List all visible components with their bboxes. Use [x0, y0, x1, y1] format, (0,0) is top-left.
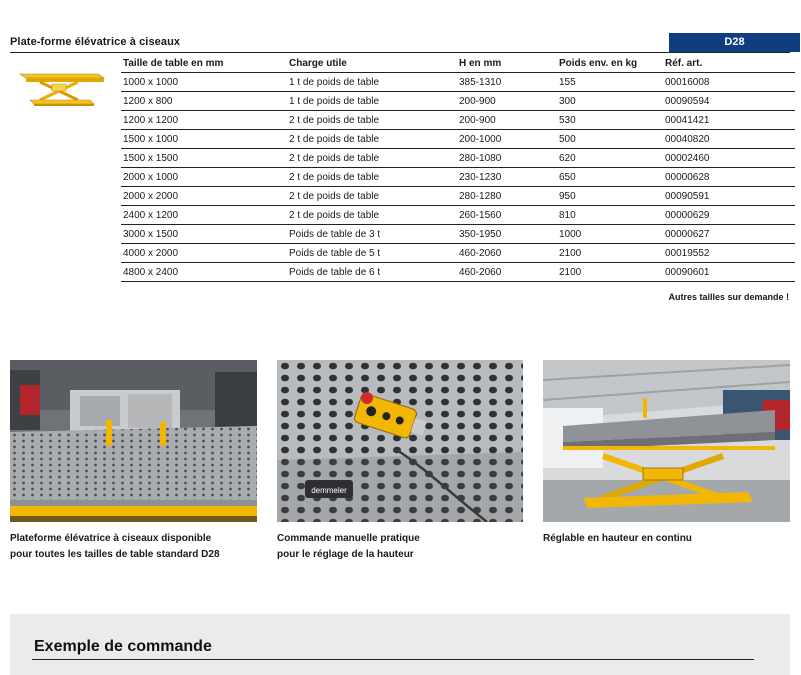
- cell-load: 2 t de poids de table: [287, 149, 457, 168]
- demmeler-logo-text: demmeler: [311, 486, 347, 495]
- col-header-load: Charge utile: [287, 54, 457, 73]
- other-sizes-note: Autres tailles sur demande !: [668, 292, 789, 302]
- cell-load: 2 t de poids de table: [287, 206, 457, 225]
- series-badge: D28: [669, 33, 800, 52]
- cell-load: 2 t de poids de table: [287, 111, 457, 130]
- cell-weight: 650: [557, 168, 663, 187]
- cell-load: 1 t de poids de table: [287, 92, 457, 111]
- cell-size: 1500 x 1500: [121, 149, 287, 168]
- cell-ref: 00040820: [663, 130, 795, 149]
- cell-height: 280-1080: [457, 149, 557, 168]
- cell-weight: 2100: [557, 244, 663, 263]
- cell-ref: 00019552: [663, 244, 795, 263]
- cell-size: 1200 x 1200: [121, 111, 287, 130]
- cell-ref: 00016008: [663, 73, 795, 92]
- table-row: [121, 263, 795, 282]
- cell-load: 2 t de poids de table: [287, 187, 457, 206]
- divider: [32, 659, 754, 660]
- cell-ref: 00090591: [663, 187, 795, 206]
- cell-load: Poids de table de 5 t: [287, 244, 457, 263]
- table-row: [121, 168, 795, 187]
- col-header-ref: Réf. art.: [663, 54, 795, 73]
- cell-size: 4800 x 2400: [121, 263, 287, 282]
- caption-line: Commande manuelle pratique: [277, 533, 420, 544]
- table-row: [121, 73, 795, 92]
- caption-line: pour le réglage de la hauteur: [277, 549, 414, 560]
- col-header-weight: Poids env. en kg: [557, 54, 663, 73]
- cell-load: 2 t de poids de table: [287, 130, 457, 149]
- order-example-title: Exemple de commande: [34, 638, 212, 655]
- scissor-lift-thumbnail: [12, 64, 106, 108]
- cell-ref: 00090594: [663, 92, 795, 111]
- cell-size: 3000 x 1500: [121, 225, 287, 244]
- order-example-panel: [10, 614, 790, 675]
- cell-size: 4000 x 2000: [121, 244, 287, 263]
- cell-size: 2400 x 1200: [121, 206, 287, 225]
- table-row: [121, 225, 795, 244]
- cell-size: 2000 x 2000: [121, 187, 287, 206]
- col-header-size: Taille de table en mm: [121, 54, 287, 73]
- cell-height: 350-1950: [457, 225, 557, 244]
- cell-weight: 530: [557, 111, 663, 130]
- cell-weight: 300: [557, 92, 663, 111]
- table-row: [121, 130, 795, 149]
- cell-weight: 500: [557, 130, 663, 149]
- cell-height: 200-900: [457, 111, 557, 130]
- cell-weight: 2100: [557, 263, 663, 282]
- cell-load: Poids de table de 6 t: [287, 263, 457, 282]
- section-header: [10, 35, 790, 53]
- cell-height: 200-1000: [457, 130, 557, 149]
- table-row: [121, 244, 795, 263]
- height-adjust-lift-photo: [543, 360, 790, 522]
- cell-height: 385-1310: [457, 73, 557, 92]
- table-row: [121, 187, 795, 206]
- cell-weight: 155: [557, 73, 663, 92]
- table-row: [121, 111, 795, 130]
- cell-height: 230-1230: [457, 168, 557, 187]
- cell-height: 280-1280: [457, 187, 557, 206]
- col-header-height: H en mm: [457, 54, 557, 73]
- cell-weight: 1000: [557, 225, 663, 244]
- cell-size: 1200 x 800: [121, 92, 287, 111]
- cell-load: Poids de table de 3 t: [287, 225, 457, 244]
- cell-size: 1500 x 1000: [121, 130, 287, 149]
- cell-ref: 00002460: [663, 149, 795, 168]
- cell-height: 200-900: [457, 92, 557, 111]
- caption-line: pour toutes les tailles de table standard D28: [10, 549, 220, 560]
- cell-weight: 950: [557, 187, 663, 206]
- spec-table: [121, 54, 795, 282]
- cell-load: 1 t de poids de table: [287, 73, 457, 92]
- photo-caption-1: [10, 531, 220, 563]
- cell-load: 2 t de poids de table: [287, 168, 457, 187]
- cell-ref: 00000628: [663, 168, 795, 187]
- caption-line: Réglable en hauteur en continu: [543, 533, 692, 544]
- cell-weight: 810: [557, 206, 663, 225]
- photo-caption-3: [543, 531, 692, 547]
- cell-size: 1000 x 1000: [121, 73, 287, 92]
- table-header-row: [121, 54, 795, 73]
- cell-ref: 00041421: [663, 111, 795, 130]
- caption-line: Plateforme élévatrice à ciseaux disponible: [10, 533, 212, 544]
- table-row: [121, 149, 795, 168]
- cell-height: 260-1560: [457, 206, 557, 225]
- workshop-lift-photo: [10, 360, 257, 522]
- cell-height: 460-2060: [457, 244, 557, 263]
- cell-size: 2000 x 1000: [121, 168, 287, 187]
- cell-weight: 620: [557, 149, 663, 168]
- cell-ref: 00000629: [663, 206, 795, 225]
- cell-height: 460-2060: [457, 263, 557, 282]
- table-row: [121, 206, 795, 225]
- photo-caption-2: [277, 531, 420, 563]
- cell-ref: 00000627: [663, 225, 795, 244]
- section-title: Plate-forme élévatrice à ciseaux: [10, 36, 181, 48]
- cell-ref: 00090601: [663, 263, 795, 282]
- table-row: [121, 92, 795, 111]
- hand-control-photo: [277, 360, 523, 522]
